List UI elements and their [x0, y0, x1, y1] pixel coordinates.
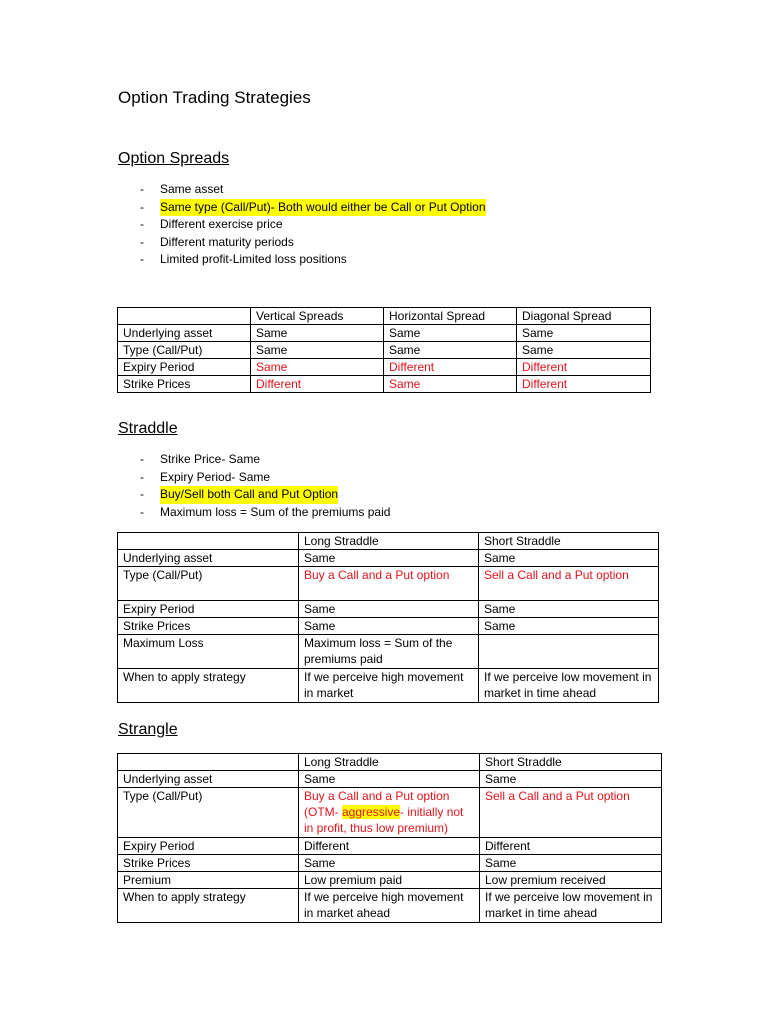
table-cell-emphasis: Different [251, 376, 384, 393]
table-cell: Low premium received [480, 872, 662, 889]
page-title: Option Trading Strategies [118, 88, 311, 107]
table-cell: Same [299, 601, 479, 618]
table-cell: If we perceive low movement in market in time ahead [480, 889, 662, 923]
bullet-text-highlighted: Same type (Call/Put)- Both would either be Call or Put Option [160, 199, 486, 217]
table-header-cell: Long Straddle [299, 754, 480, 771]
long-type-text: Buy a Call and a Put option (OTM- [304, 789, 450, 819]
table-cell: Same [251, 342, 384, 359]
table-cell-emphasis: Same [251, 359, 384, 376]
bullet-text: Different maturity periods [160, 234, 294, 249]
table-row-label: Type (Call/Put) [118, 788, 299, 838]
table-row [118, 838, 662, 855]
table-row [118, 889, 662, 923]
table-row [118, 325, 651, 342]
table-cell: Same [479, 601, 659, 618]
table-row [118, 359, 651, 376]
table-header-cell: Vertical Spreads [251, 308, 384, 325]
table-cell: If we perceive low movement in market in time ahead [479, 669, 659, 703]
bullet-text: Limited profit-Limited loss positions [160, 252, 347, 267]
table-header-row [118, 308, 651, 325]
table-cell: Same [480, 855, 662, 872]
table-row-label: Type (Call/Put) [118, 567, 299, 601]
table-cell-emphasis: Different [517, 359, 651, 376]
table-cell: Same [299, 618, 479, 635]
bullet-text: Same asset [160, 182, 224, 196]
option-spreads-table [117, 307, 651, 393]
table-row-label: When to apply strategy [118, 889, 299, 923]
table-row-label: Expiry Period [118, 601, 299, 618]
table-cell: If we perceive high movement in market ahead [299, 889, 480, 923]
table-row [118, 855, 662, 872]
table-cell-emphasis: Different [517, 376, 651, 393]
table-header-cell [118, 533, 299, 550]
table-row [118, 618, 659, 635]
table-row-label: Type (Call/Put) [118, 342, 251, 359]
bullet-text: Maximum loss = Sum of the premiums paid [160, 504, 391, 519]
straddle-table [117, 532, 659, 703]
table-row [118, 342, 651, 359]
table-header-cell [118, 308, 251, 325]
table-row [118, 635, 659, 669]
table-header-cell: Short Straddle [480, 754, 662, 771]
table-cell [479, 635, 659, 669]
table-row-label: Strike Prices [118, 618, 299, 635]
table-row-label: Premium [118, 872, 299, 889]
table-row [118, 872, 662, 889]
table-cell-emphasis [299, 788, 480, 838]
table-cell: Same [384, 342, 517, 359]
table-row-label: Underlying asset [118, 771, 299, 788]
bullet-text: Strike Price- Same [160, 452, 261, 466]
table-cell: Same [517, 325, 651, 342]
table-header-cell: Horizontal Spread [384, 308, 517, 325]
strangle-table [117, 753, 662, 923]
table-row-label: When to apply strategy [118, 669, 299, 703]
table-cell-emphasis: Sell a Call and a Put option [480, 788, 662, 838]
table-cell: Same [480, 771, 662, 788]
table-cell: Same [251, 325, 384, 342]
table-cell: Same [299, 855, 480, 872]
table-row [118, 567, 659, 601]
table-row [118, 788, 662, 838]
table-row-label: Underlying asset [118, 550, 299, 567]
table-cell: Maximum loss = Sum of the premiums paid [299, 635, 479, 669]
table-header-cell: Diagonal Spread [517, 308, 651, 325]
table-row [118, 601, 659, 618]
table-row-label: Strike Prices [118, 855, 299, 872]
table-row [118, 550, 659, 567]
table-cell: Same [299, 771, 480, 788]
table-cell: Same [299, 550, 479, 567]
table-cell: Same [384, 325, 517, 342]
table-row [118, 376, 651, 393]
table-header-cell [118, 754, 299, 771]
table-row [118, 669, 659, 703]
table-header-cell: Short Straddle [479, 533, 659, 550]
table-row-label: Expiry Period [118, 838, 299, 855]
table-cell-emphasis: Different [384, 359, 517, 376]
table-cell: Same [517, 342, 651, 359]
table-row-label: Strike Prices [118, 376, 251, 393]
table-row [118, 771, 662, 788]
straddle-heading: Straddle [118, 420, 178, 437]
table-header-cell: Long Straddle [299, 533, 479, 550]
table-cell: Different [480, 838, 662, 855]
aggressive-highlight: aggressive [342, 805, 401, 819]
table-cell: Same [479, 550, 659, 567]
table-cell-emphasis: Sell a Call and a Put option [479, 567, 659, 601]
long-type-text-continued: - initially not in profit, thus low premium) [304, 805, 464, 835]
table-row-label: Expiry Period [118, 359, 251, 376]
table-cell-emphasis: Buy a Call and a Put option [299, 567, 479, 601]
bullet-text-highlighted: Buy/Sell both Call and Put Option [160, 486, 338, 504]
table-cell: Low premium paid [299, 872, 480, 889]
table-header-row [118, 533, 659, 550]
option-spreads-heading: Option Spreads [118, 150, 230, 167]
strangle-heading: Strangle [118, 721, 178, 738]
table-row-label: Maximum Loss [118, 635, 299, 669]
table-row-label: Underlying asset [118, 325, 251, 342]
table-cell: Same [479, 618, 659, 635]
bullet-text: Expiry Period- Same [160, 469, 271, 484]
table-cell-emphasis: Same [384, 376, 517, 393]
table-header-row [118, 754, 662, 771]
table-cell: If we perceive high movement in market [299, 669, 479, 703]
bullet-text: Different exercise price [160, 217, 283, 232]
table-cell: Different [299, 838, 480, 855]
